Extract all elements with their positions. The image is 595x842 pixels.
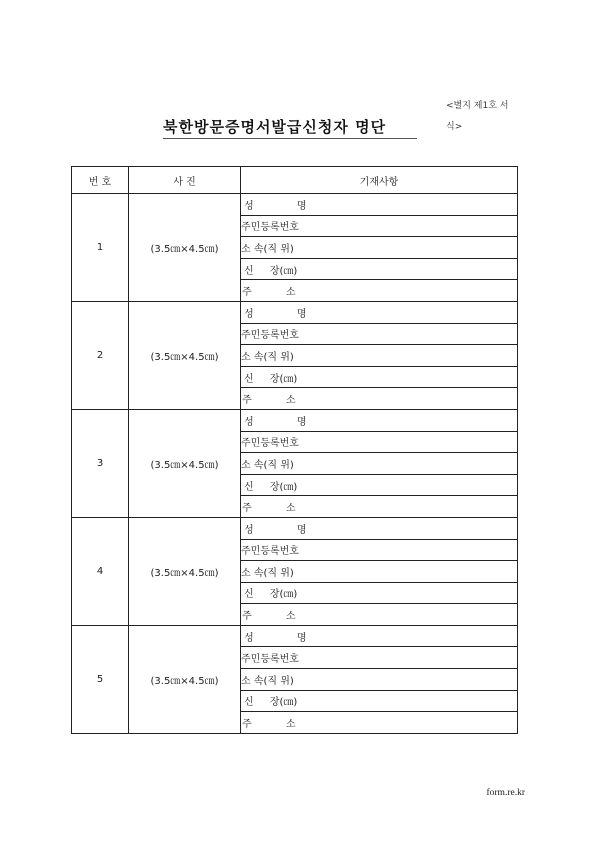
form-title: 북한방문증명서발급신청자 명단	[163, 118, 417, 139]
photo-area: (3.5㎝×4.5㎝)	[129, 409, 241, 517]
field-cell-affiliation	[241, 237, 518, 259]
header-details: 기재사항	[241, 167, 518, 194]
field-cell-resident-number	[241, 431, 518, 453]
field-cell-name	[241, 301, 518, 323]
field-label-affiliation: 소 속(직 위)	[241, 459, 294, 471]
table-row	[72, 517, 518, 539]
table-header-row	[72, 167, 518, 194]
photo-area: (3.5㎝×4.5㎝)	[129, 625, 241, 733]
field-label-resident-number: 주민등록번호	[241, 546, 299, 558]
applicant-number: 5	[72, 625, 129, 733]
field-cell-resident-number	[241, 647, 518, 669]
table-row	[72, 301, 518, 323]
table-row	[72, 625, 518, 647]
field-cell-height	[241, 582, 518, 604]
field-label-resident-number: 주민등록번호	[241, 438, 299, 450]
field-label-address: 주 소	[242, 503, 296, 515]
field-cell-address	[241, 712, 518, 734]
applicant-group	[72, 301, 518, 409]
applicant-group	[72, 194, 518, 302]
field-label-height: 신 장(㎝)	[244, 589, 298, 601]
field-label-height: 신 장(㎝)	[244, 265, 298, 277]
field-cell-name	[241, 517, 518, 539]
field-label-address: 주 소	[242, 719, 296, 731]
photo-area: (3.5㎝×4.5㎝)	[129, 194, 241, 302]
field-cell-address	[241, 604, 518, 626]
field-cell-affiliation	[241, 669, 518, 691]
field-label-affiliation: 소 속(직 위)	[241, 567, 294, 579]
field-label-name: 성 명	[244, 308, 307, 320]
header-number: 번 호	[72, 167, 129, 194]
field-label-address: 주 소	[242, 287, 296, 299]
photo-area: (3.5㎝×4.5㎝)	[129, 301, 241, 409]
field-cell-name	[241, 194, 518, 216]
field-cell-address	[241, 388, 518, 410]
field-label-name: 성 명	[244, 632, 307, 644]
field-label-resident-number: 주민등록번호	[241, 330, 299, 342]
table-row	[72, 409, 518, 431]
field-cell-height	[241, 690, 518, 712]
field-cell-height	[241, 366, 518, 388]
field-cell-name	[241, 625, 518, 647]
applicant-number: 3	[72, 409, 129, 517]
field-label-name: 성 명	[244, 416, 307, 428]
field-label-affiliation: 소 속(직 위)	[241, 243, 294, 255]
field-label-name: 성 명	[244, 524, 307, 536]
field-cell-resident-number	[241, 215, 518, 237]
applicant-group	[72, 517, 518, 625]
table-header	[72, 167, 518, 194]
field-label-name: 성 명	[244, 200, 307, 212]
field-cell-resident-number	[241, 323, 518, 345]
applicant-group	[72, 625, 518, 733]
field-label-address: 주 소	[242, 395, 296, 407]
footer-site-text: form.re.kr	[486, 788, 525, 798]
header-photo: 사 진	[129, 167, 241, 194]
field-label-height: 신 장(㎝)	[244, 697, 298, 709]
field-cell-height	[241, 474, 518, 496]
field-label-resident-number: 주민등록번호	[241, 654, 299, 666]
field-label-address: 주 소	[242, 611, 296, 623]
applicant-group	[72, 409, 518, 517]
field-cell-address	[241, 280, 518, 302]
applicant-list-table	[71, 166, 518, 734]
applicant-number: 2	[72, 301, 129, 409]
photo-area: (3.5㎝×4.5㎝)	[129, 517, 241, 625]
field-cell-address	[241, 496, 518, 518]
field-cell-height	[241, 258, 518, 280]
field-label-height: 신 장(㎝)	[244, 373, 298, 385]
field-cell-affiliation	[241, 345, 518, 367]
field-label-resident-number: 주민등록번호	[241, 222, 299, 234]
field-cell-resident-number	[241, 539, 518, 561]
field-label-height: 신 장(㎝)	[244, 481, 298, 493]
field-cell-affiliation	[241, 453, 518, 475]
form-code-label: <별지 제1호 서식>	[446, 101, 509, 132]
field-label-affiliation: 소 속(직 위)	[241, 351, 294, 363]
applicant-number: 1	[72, 194, 129, 302]
field-cell-name	[241, 409, 518, 431]
applicant-number: 4	[72, 517, 129, 625]
table-row	[72, 194, 518, 216]
field-label-affiliation: 소 속(직 위)	[241, 675, 294, 687]
field-cell-affiliation	[241, 561, 518, 583]
